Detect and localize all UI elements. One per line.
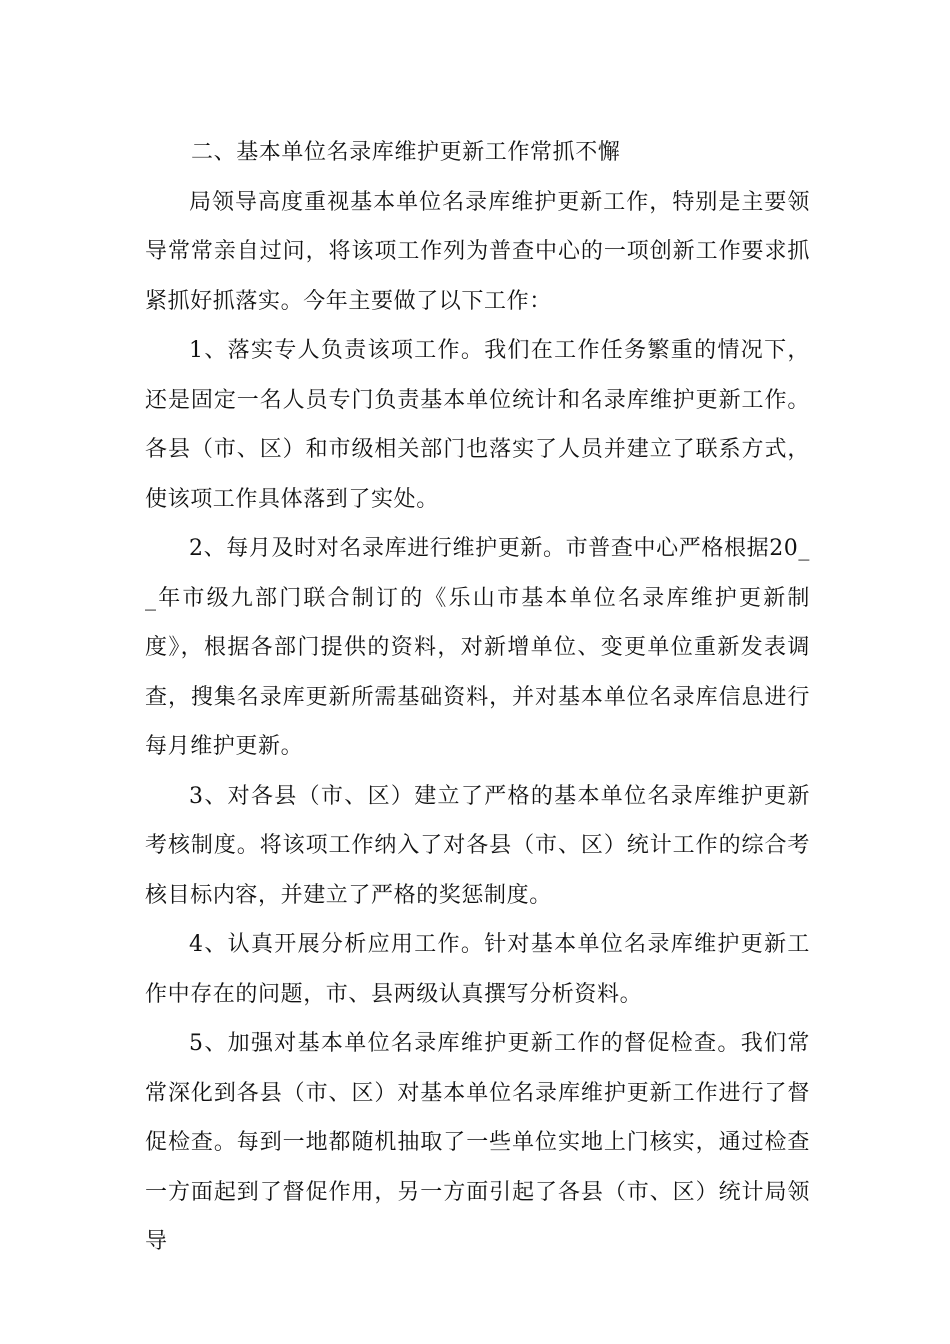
section-heading: 二、基本单位名录库维护更新工作常抓不懈 — [191, 140, 621, 165]
paragraph-item-4: 4、认真开展分析应用工作。针对基本单位名录库维护更新工作中存在的问题，市、县两级认真撰写分析资料。 — [145, 932, 810, 1007]
paragraph-item-5: 5、加强对基本单位名录库维护更新工作的督促检查。我们常常深化到各县（市、区）对基本单位名录库维护更新工作进行了督促检查。每到一地都随机抽取了一些单位实地上门核实，通过检查一方面起到了督促作用，另一方面引起了各县（市、区）统计局领导 — [145, 1031, 810, 1254]
paragraph-item-1: 1、落实专人负责该项工作。我们在工作任务繁重的情况下，还是固定一名人员专门负责基本单位统计和名录库维护更新工作。各县（市、区）和市级相关部门也落实了人员并建立了联系方式，使该项工作具体落到了实处。 — [145, 338, 810, 512]
paragraph-item-2: 2、每月及时对名录库进行维护更新。市普查中心严格根据20__年市级九部门联合制订的《乐山市基本单位名录库维护更新制度》，根据各部门提供的资料，对新增单位、变更单位重新发表调查，搜集名录库更新所需基础资料，并对基本单位名录库信息进行每月维护更新。 — [145, 536, 810, 759]
paragraph-intro: 局领导高度重视基本单位名录库维护更新工作，特别是主要领导常常亲自过问，将该项工作列为普查中心的一项创新工作要求抓紧抓好抓落实。今年主要做了以下工作： — [145, 189, 810, 314]
paragraph-item-3: 3、对各县（市、区）建立了严格的基本单位名录库维护更新考核制度。将该项工作纳入了对各县（市、区）统计工作的综合考核目标内容，并建立了严格的奖惩制度。 — [145, 783, 810, 908]
document-body — [145, 128, 810, 1267]
